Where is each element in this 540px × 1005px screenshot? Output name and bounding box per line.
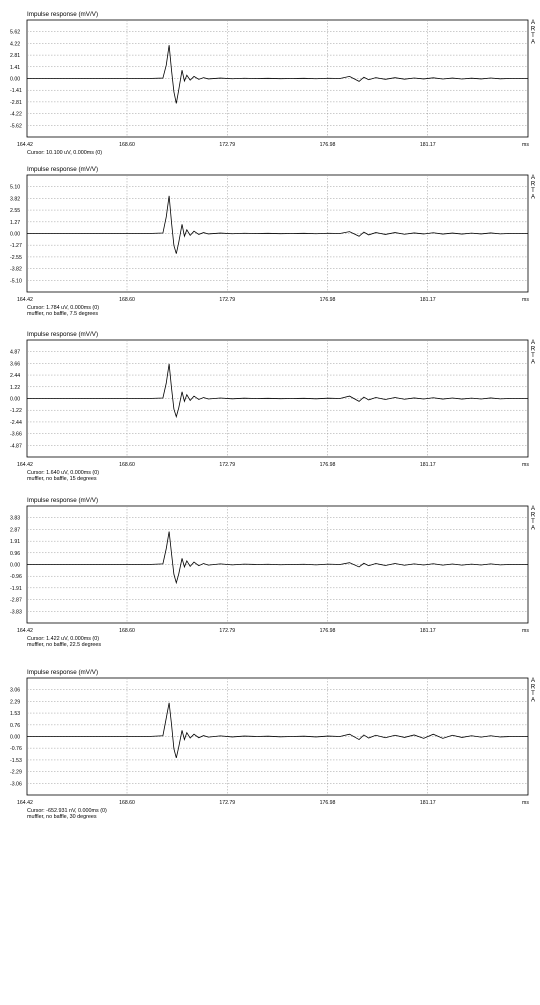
y-tick-label: 5.10 — [10, 184, 21, 191]
y-tick-label: -1.22 — [10, 408, 22, 415]
y-tick-label: 3.06 — [10, 687, 21, 694]
y-tick-label: 2.55 — [10, 208, 21, 215]
y-tick-label: 1.53 — [10, 711, 21, 718]
y-tick-labels — [10, 30, 22, 130]
chart-title: Impulse response (mV/V) — [27, 11, 99, 18]
x-tick-label: 164.42 — [17, 628, 33, 634]
chart-panel-2 — [10, 166, 536, 317]
x-tick-labels — [17, 297, 436, 303]
y-tick-labels — [10, 688, 22, 788]
y-tick-label: 0.00 — [10, 562, 21, 569]
y-tick-label: -2.44 — [10, 419, 22, 426]
y-tick-label: -4.87 — [10, 443, 22, 450]
brand-letter-a: A — [530, 340, 536, 346]
x-tick-label: 176.98 — [319, 462, 336, 468]
y-tick-label: 4.87 — [10, 349, 21, 356]
x-axis-unit: ms — [522, 462, 529, 468]
y-tick-label: 3.83 — [10, 515, 21, 522]
x-tick-labels — [17, 800, 436, 806]
y-tick-label: 3.82 — [10, 196, 21, 203]
x-tick-label: 176.98 — [319, 142, 336, 148]
y-tick-label: 1.27 — [10, 219, 21, 226]
cursor-readout: Cursor: 1.784 uV, 0.000ms (0) — [27, 305, 100, 311]
x-tick-label: 181.17 — [419, 628, 436, 634]
brand-letter-r: R — [530, 26, 536, 33]
y-tick-label: 0.00 — [10, 76, 21, 83]
y-tick-label: -1.53 — [10, 757, 22, 764]
y-tick-label: -1.27 — [10, 243, 22, 250]
y-tick-label: 2.81 — [10, 53, 21, 60]
y-tick-label: 0.00 — [10, 396, 21, 403]
brand-letter-t: T — [531, 691, 535, 697]
y-tick-label: -2.81 — [10, 99, 22, 106]
y-tick-label: 0.76 — [10, 722, 21, 729]
impulse-trace — [27, 703, 528, 758]
brand-letter-r: R — [530, 512, 536, 519]
y-tick-label: -2.87 — [10, 597, 22, 604]
y-tick-label: -5.62 — [10, 123, 22, 130]
x-tick-label: 164.42 — [17, 297, 33, 303]
x-axis-unit: ms — [522, 628, 529, 634]
brand-letter-r: R — [530, 346, 536, 353]
cursor-readout: Cursor: -652.931 nV, 0.000ms (0) — [27, 808, 107, 814]
brand-letter-t: T — [531, 353, 535, 359]
chart-title: Impulse response (mV/V) — [27, 166, 99, 173]
y-tick-label: -3.06 — [10, 781, 22, 788]
x-tick-label: 176.98 — [319, 628, 336, 634]
y-tick-label: -0.76 — [10, 746, 22, 753]
x-tick-label: 181.17 — [419, 297, 436, 303]
y-tick-label: 0.96 — [10, 550, 21, 557]
y-tick-label: 3.66 — [10, 361, 21, 368]
brand-letter-r: R — [530, 684, 536, 691]
chart-caption: muffler, no baffle, 7.5 degrees — [27, 311, 99, 317]
y-tick-label: 2.29 — [10, 699, 21, 706]
x-tick-label: 172.79 — [219, 800, 236, 806]
x-tick-label: 181.17 — [419, 462, 436, 468]
x-tick-label: 176.98 — [319, 800, 336, 806]
y-tick-label: -2.29 — [10, 769, 22, 776]
x-tick-label: 164.42 — [17, 462, 33, 468]
y-tick-label: -3.82 — [10, 266, 22, 273]
chart-caption: muffler, no baffle, 22.5 degrees — [27, 642, 102, 648]
x-tick-label: 176.98 — [319, 297, 336, 303]
cursor-readout: Cursor: 1.422 uV, 0.000ms (0) — [27, 636, 100, 642]
brand-letter-a: A — [530, 525, 536, 532]
y-tick-label: -5.10 — [10, 278, 22, 285]
x-tick-label: 181.17 — [419, 800, 436, 806]
brand-letter-t: T — [531, 519, 535, 525]
x-tick-label: 172.79 — [219, 628, 236, 634]
brand-letter-a: A — [530, 175, 536, 181]
brand-letter-a: A — [530, 39, 536, 46]
y-tick-label: -1.41 — [10, 88, 22, 95]
y-tick-labels — [10, 185, 22, 285]
chart-title: Impulse response (mV/V) — [27, 331, 99, 338]
x-tick-label: 164.42 — [17, 800, 33, 806]
x-tick-label: 168.60 — [119, 297, 135, 303]
y-tick-label: 1.41 — [10, 64, 21, 71]
x-axis-unit: ms — [522, 142, 529, 148]
chart-caption: muffler, no baffle, 30 degrees — [27, 814, 97, 820]
x-tick-labels — [17, 628, 436, 634]
chart-panel-4 — [10, 497, 536, 648]
y-tick-labels — [10, 350, 22, 450]
brand-letter-a: A — [530, 359, 536, 366]
x-tick-label: 164.42 — [17, 142, 33, 148]
cursor-readout: Cursor: 10.100 uV, 0.000ms (0) — [27, 150, 103, 156]
y-tick-label: 5.62 — [10, 29, 21, 36]
y-tick-label: -3.66 — [10, 431, 22, 438]
brand-letter-a: A — [530, 20, 536, 26]
chart-title: Impulse response (mV/V) — [27, 497, 99, 504]
y-tick-label: 0.00 — [10, 231, 21, 238]
x-axis-unit: ms — [522, 800, 529, 806]
x-tick-label: 168.60 — [119, 142, 135, 148]
brand-letter-t: T — [531, 33, 535, 39]
x-tick-label: 181.17 — [419, 142, 436, 148]
brand-letter-a: A — [530, 697, 536, 704]
brand-letter-r: R — [530, 181, 536, 188]
y-tick-label: -0.96 — [10, 574, 22, 581]
x-tick-label: 168.60 — [119, 628, 135, 634]
x-tick-label: 168.60 — [119, 462, 135, 468]
chart-panel-5 — [10, 669, 536, 820]
brand-letter-t: T — [531, 188, 535, 194]
y-tick-label: -2.55 — [10, 254, 22, 261]
cursor-readout: Cursor: 1.640 uV, 0.000ms (0) — [27, 470, 100, 476]
x-tick-labels — [17, 142, 436, 148]
y-tick-label: 0.00 — [10, 734, 21, 741]
y-tick-labels — [10, 516, 22, 616]
chart-title: Impulse response (mV/V) — [27, 669, 99, 676]
y-tick-label: 1.91 — [10, 539, 21, 546]
brand-letter-a: A — [530, 506, 536, 512]
brand-letter-a: A — [530, 678, 536, 684]
x-tick-label: 168.60 — [119, 800, 135, 806]
y-tick-label: -1.91 — [10, 585, 22, 592]
x-tick-label: 172.79 — [219, 142, 236, 148]
x-tick-label: 172.79 — [219, 297, 236, 303]
brand-letter-a: A — [530, 194, 536, 201]
chart-panel-1 — [10, 11, 536, 156]
x-axis-unit: ms — [522, 297, 529, 303]
impulse-trace — [27, 532, 528, 583]
chart-caption: muffler, no baffle, 15 degrees — [27, 476, 97, 482]
impulse-trace — [27, 364, 528, 417]
y-tick-label: 2.87 — [10, 527, 21, 534]
x-tick-labels — [17, 462, 436, 468]
impulse-trace — [27, 45, 528, 103]
y-tick-label: -4.22 — [10, 111, 22, 118]
chart-panel-3 — [10, 331, 536, 482]
x-tick-label: 172.79 — [219, 462, 236, 468]
y-tick-label: 4.22 — [10, 41, 21, 48]
y-tick-label: -3.83 — [10, 609, 22, 616]
y-tick-label: 2.44 — [10, 373, 21, 380]
y-tick-label: 1.22 — [10, 384, 21, 391]
